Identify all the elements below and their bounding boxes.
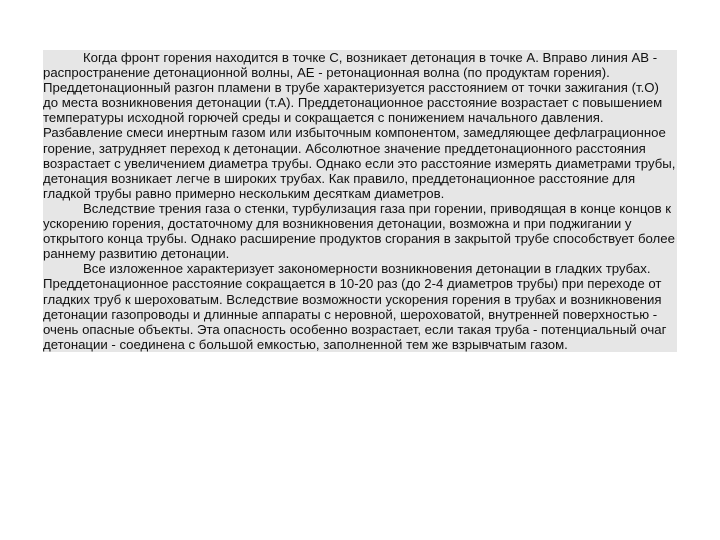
paragraph-3: Все изложенное характеризует закономерности возникновения детонации в гладких трубах. Преддетонационное расстояние сокращается в 10-20 раз (до 2-4 диаметров трубы) при переходе от гладких труб к шероховатым. Вследствие возможности ускорения горения в трубах и возникновения детонации газопроводы и длинные аппараты с неровной, шероховатой, внутренней поверхностью - очень опасные объекты. Эта опасность особенно возрастает, если такая труба - потенциальный очаг детонации - соединена с большой емкостью, заполненной тем же взрывчатым газом. <box>43 261 667 352</box>
paragraph-2: Вследствие трения газа о стенки, турбулизация газа при горении, приводящая в конце концов к ускорению горения, достаточному для возникновения детонации, возможна и при поджигании у открытого конца трубы. Однако расширение продуктов сгорания в закрытой трубе способствует более раннему развитию детонации. <box>43 200 675 262</box>
paragraph-1: Когда фронт горения находится в точке С, возникает детонация в точке А. Вправо линия АВ - распространение детонационной волны, АЕ - ретонационная волна (по продуктам горения). Преддетонационный разгон пламени в трубе характеризуется расстоянием от точки зажигания (т.О) до места возникновения детонации (т.А). Преддетонационное расстояние возрастает с повышением температуры исходной горючей среды и сокращается с понижением начального давления. Разбавление смеси инертным газом или избыточным компонентом, замедляющее дефлаграционное горение, затрудняет переход к детонации. Абсолютное значение преддетонационного расстояния возрастает с увеличением диаметра трубы. Однако если это расстояние измерять диаметрами трубы, детонация возникает легче в широких трубах. Как правило, преддетонационное расстояние для гладкой трубы равно примерно нескольким десяткам диаметров. <box>43 50 676 201</box>
text-block <box>43 50 677 352</box>
